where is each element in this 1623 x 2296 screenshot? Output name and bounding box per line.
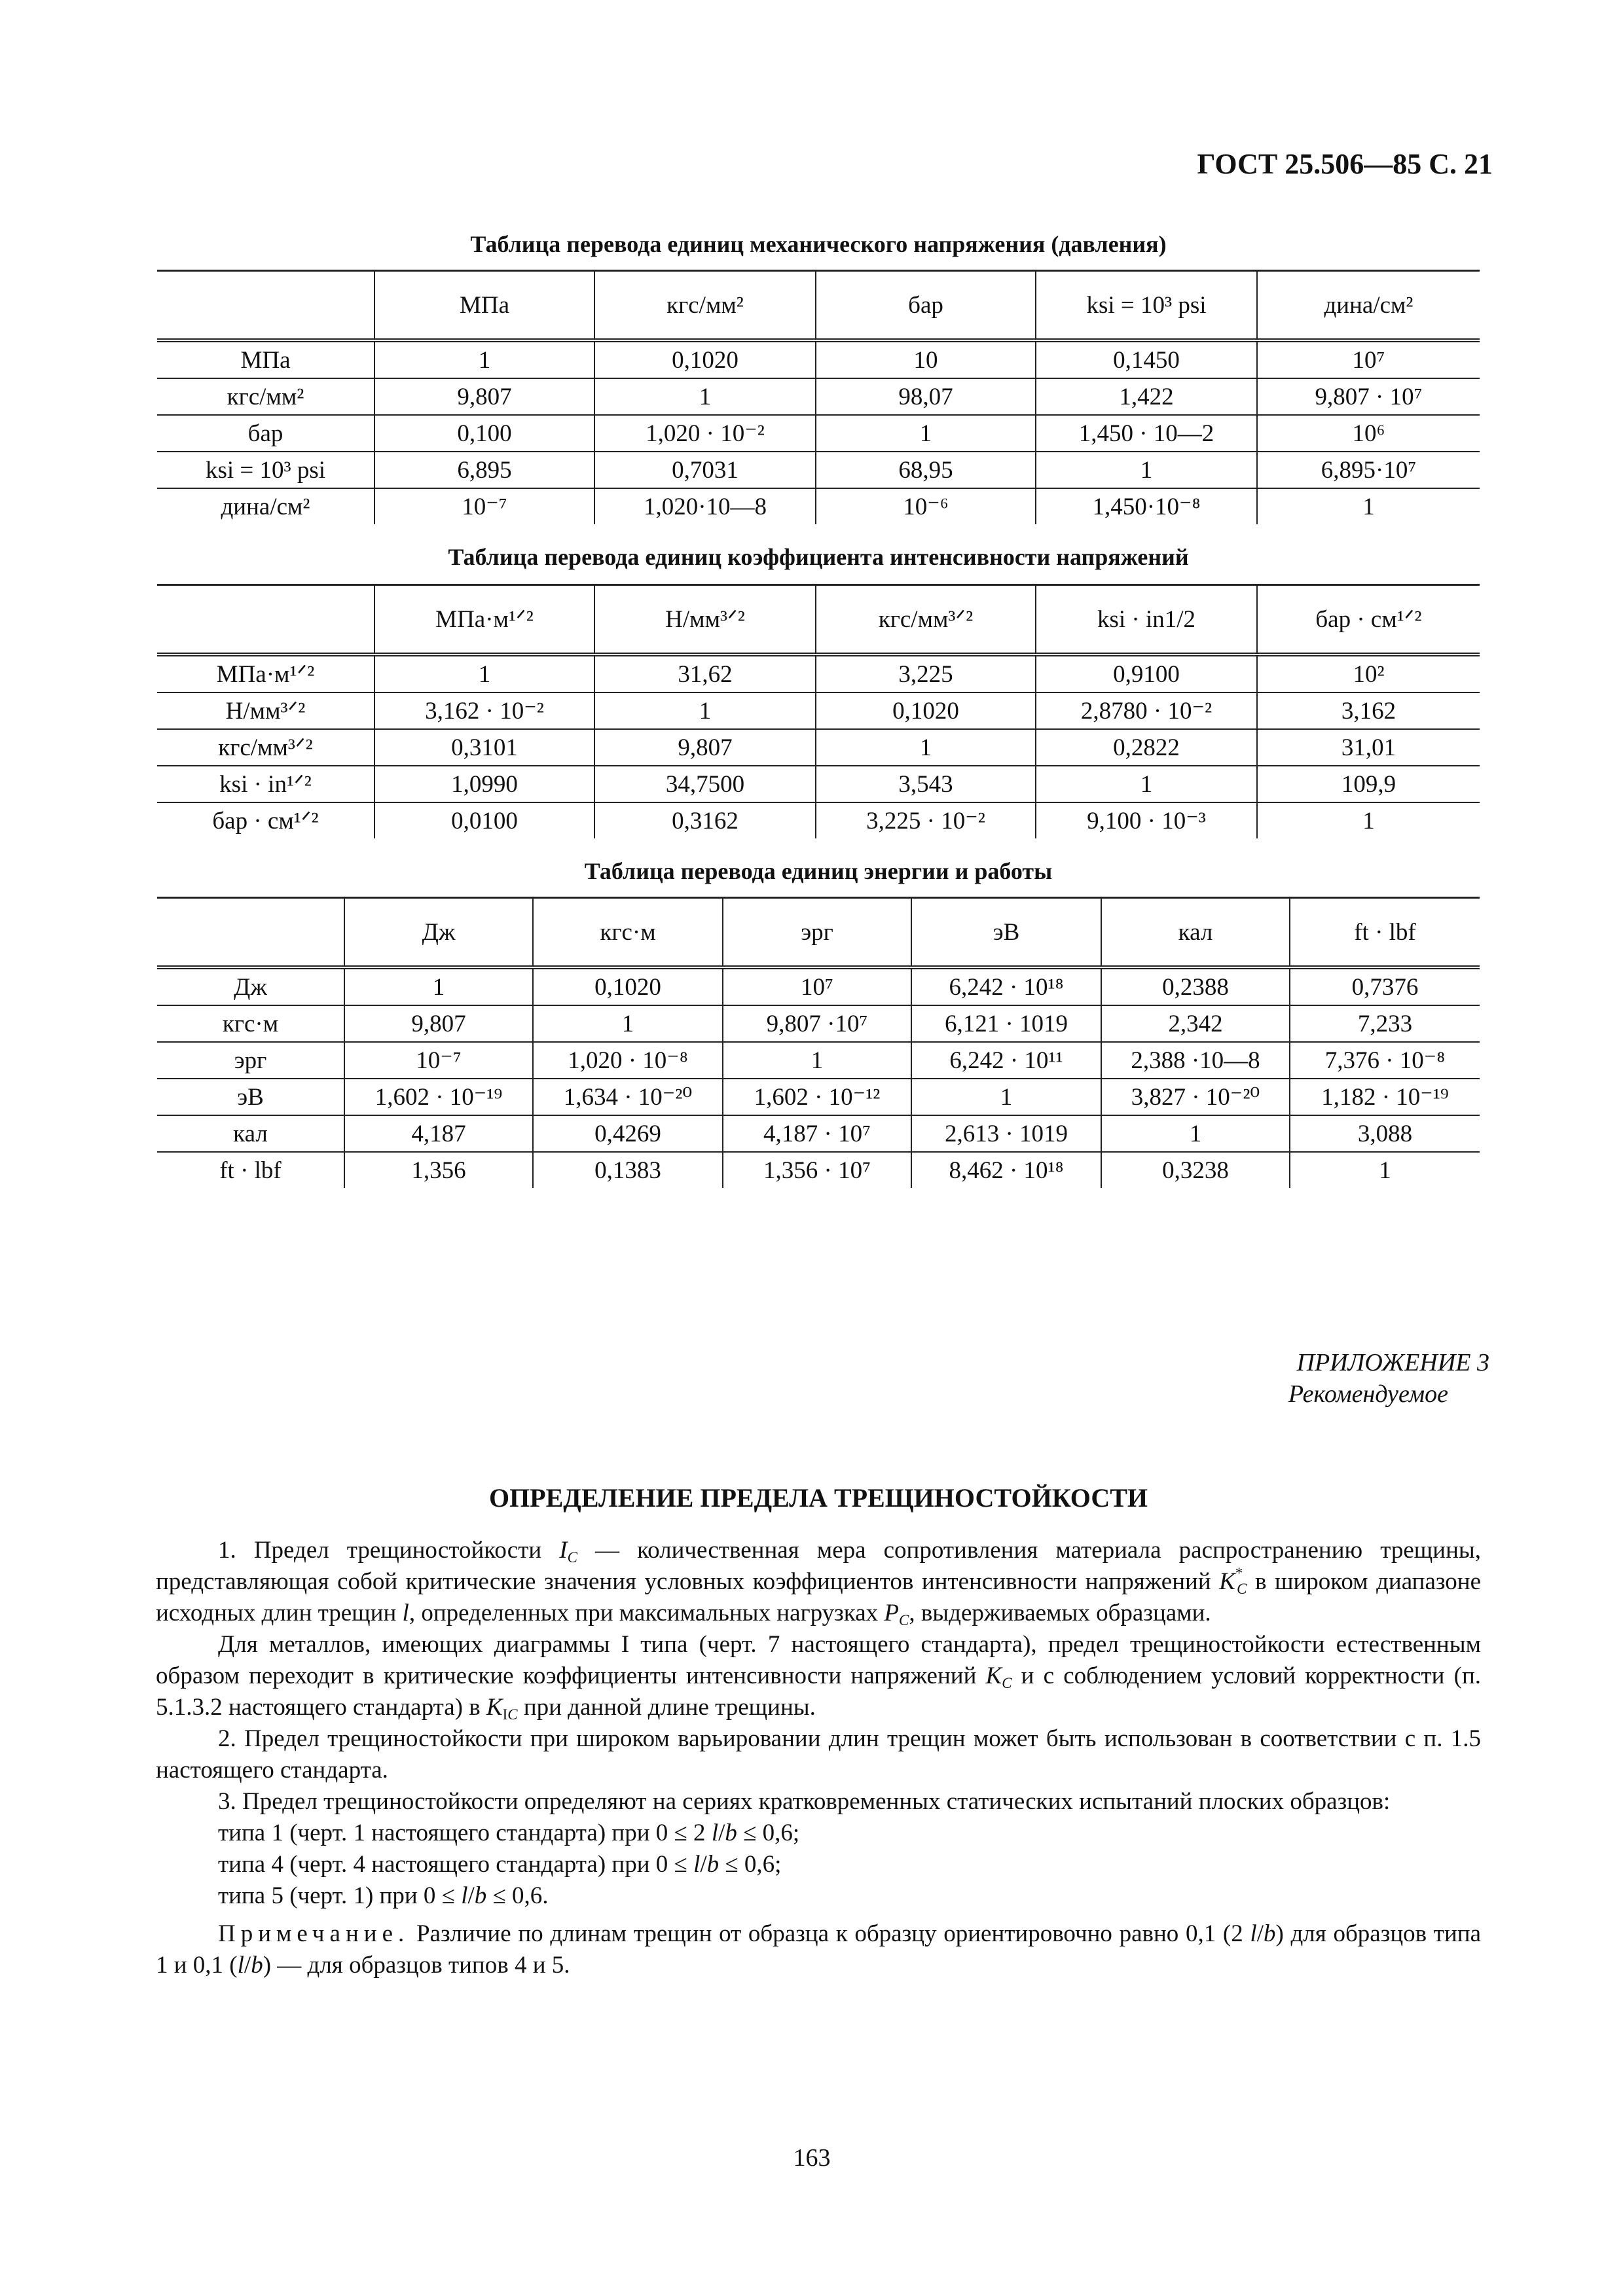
row-label: бар bbox=[157, 415, 374, 452]
row-label: МПа·м¹ᐟ² bbox=[157, 655, 374, 692]
table-cell: 0,7031 bbox=[594, 452, 816, 488]
table-cell: 3,827 · 10⁻²⁰ bbox=[1101, 1079, 1290, 1115]
table-cell: 1 bbox=[594, 692, 816, 729]
table-cell: 7,376 · 10⁻⁸ bbox=[1290, 1042, 1480, 1079]
table-cell: 1 bbox=[374, 340, 594, 378]
table-row bbox=[157, 655, 1480, 692]
table-cell: 1 bbox=[1101, 1115, 1290, 1152]
table-cell: 2,8780 · 10⁻² bbox=[1036, 692, 1257, 729]
header-cell: Н/мм³ᐟ² bbox=[594, 585, 816, 655]
table-cell: 9,807 bbox=[594, 729, 816, 766]
row-label: Дж bbox=[157, 967, 344, 1005]
header-cell: бар · см¹ᐟ² bbox=[1257, 585, 1480, 655]
table-cell: 1 bbox=[1036, 452, 1257, 488]
row-label: ksi · in¹ᐟ² bbox=[157, 766, 374, 802]
table-cell: 1,182 · 10⁻¹⁹ bbox=[1290, 1079, 1480, 1115]
table-cell: 2,388 ·10—8 bbox=[1101, 1042, 1290, 1079]
table-cell: 0,7376 bbox=[1290, 967, 1480, 1005]
table-cell: 0,3101 bbox=[374, 729, 594, 766]
table-header-row bbox=[157, 271, 1480, 341]
row-label: ksi = 10³ psi bbox=[157, 452, 374, 488]
header-cell-empty bbox=[157, 271, 374, 341]
table-cell: 10⁻⁷ bbox=[374, 488, 594, 524]
table1-caption: Таблица перевода единиц механического напряжения (давления) bbox=[470, 231, 1167, 257]
paragraph-4: 3. Предел трещиностойкости определяют на сериях кратковременных статических испытаний плоских образцов: bbox=[218, 1788, 1391, 1815]
list-item-type-5: типа 5 (черт. 1) при 0 ≤ l/b ≤ 0,6. bbox=[218, 1882, 549, 1909]
note-paragraph bbox=[156, 1918, 1481, 1981]
table-cell: 10⁷ bbox=[723, 967, 911, 1005]
table-cell: 4,187 · 10⁷ bbox=[723, 1115, 911, 1152]
header-cell: МПа·м¹ᐟ² bbox=[374, 585, 594, 655]
table-cell: 1 bbox=[1257, 802, 1480, 838]
table-energy-units bbox=[157, 897, 1480, 1188]
table-row bbox=[157, 378, 1480, 415]
table-cell: 1 bbox=[344, 967, 533, 1005]
appendix-status: Рекомендуемое bbox=[1288, 1380, 1448, 1408]
table-cell: 34,7500 bbox=[594, 766, 816, 802]
row-label: бар · см¹ᐟ² bbox=[212, 808, 319, 834]
table-cell: 6,242 · 10¹¹ bbox=[911, 1042, 1101, 1079]
header-cell: бар bbox=[816, 271, 1036, 341]
table-row bbox=[157, 452, 1480, 488]
table-header-row bbox=[157, 898, 1480, 968]
table-cell: 1 bbox=[594, 378, 816, 415]
table-cell: 0,1450 bbox=[1036, 340, 1257, 378]
table-cell: 1 bbox=[1036, 766, 1257, 802]
table-cell: 1,602 · 10⁻¹² bbox=[723, 1079, 911, 1115]
table-cell: 1,020 · 10⁻² bbox=[594, 415, 816, 452]
row-label: ft · lbf bbox=[219, 1157, 282, 1184]
table-cell: 0,1020 bbox=[816, 692, 1036, 729]
table-cell: 31,62 bbox=[594, 655, 816, 692]
table-cell: 8,462 · 10¹⁸ bbox=[911, 1152, 1101, 1188]
table-cell: 0,1020 bbox=[533, 967, 723, 1005]
table-cell: 3,162 · 10⁻² bbox=[374, 692, 594, 729]
header-cell-empty bbox=[157, 585, 374, 655]
table-cell: 10 bbox=[816, 340, 1036, 378]
list-item-type-4: типа 4 (черт. 4 настоящего стандарта) при 0 ≤ l/b ≤ 0,6; bbox=[218, 1851, 782, 1878]
table2-caption: Таблица перевода единиц коэффициента интенсивности напряжений bbox=[448, 544, 1189, 570]
table3-caption: Таблица перевода единиц энергии и работы bbox=[584, 858, 1053, 884]
table-cell: 0,2822 bbox=[1036, 729, 1257, 766]
paragraph-2: Для металлов, имеющих диаграммы I типа (черт. 7 настоящего стандарта), предел трещиностойкости естественным образом переходит в критические коэффициенты интенсивности напряжений $K_C$ и с соблюдением условий корректности (п. 5.1.3.2 настоящего стандарта) в $K_{IC}$ при данной длине трещины. bbox=[156, 1631, 1482, 1723]
table-row bbox=[157, 802, 1480, 838]
table-row bbox=[157, 1152, 1480, 1188]
header-cell: МПа bbox=[374, 271, 594, 341]
row-label: кал bbox=[157, 1115, 344, 1152]
table-cell: 31,01 bbox=[1257, 729, 1480, 766]
table-cell: 1,450 · 10—2 bbox=[1036, 415, 1257, 452]
table-row bbox=[157, 692, 1480, 729]
table-cell: 10⁷ bbox=[1257, 340, 1480, 378]
table-cell: 68,95 bbox=[816, 452, 1036, 488]
note-text: Различие по длинам трещин от образца к образцу ориентировочно равно 0,1 (2 l/b) для образцов типа 1 и 0,1 (l/b) — для образцов типов 4 и 5. bbox=[156, 1920, 1481, 1979]
table-cell: 1,356 bbox=[344, 1152, 533, 1188]
header-cell-empty bbox=[157, 898, 344, 968]
table-cell: 0,0100 bbox=[374, 802, 594, 838]
row-label: эрг bbox=[157, 1042, 344, 1079]
table-cell: 0,100 bbox=[374, 415, 594, 452]
table-cell: 2,613 · 1019 bbox=[911, 1115, 1101, 1152]
header-cell: ksi · in1/2 bbox=[1036, 585, 1257, 655]
table-cell: 109,9 bbox=[1257, 766, 1480, 802]
table-header-row bbox=[157, 585, 1480, 655]
table-row bbox=[157, 340, 1480, 378]
header-cell: эВ bbox=[911, 898, 1101, 968]
table-stress-units bbox=[157, 270, 1480, 524]
table-cell: 6,121 · 1019 bbox=[911, 1005, 1101, 1042]
table-stress-intensity-units bbox=[157, 584, 1480, 838]
table-cell: 1 bbox=[1257, 488, 1480, 524]
table-cell: 10⁶ bbox=[1257, 415, 1480, 452]
table-cell: 1,020 · 10⁻⁸ bbox=[533, 1042, 723, 1079]
table-cell: 1 bbox=[533, 1005, 723, 1042]
table-cell: 9,807 bbox=[374, 378, 594, 415]
table-cell: 0,9100 bbox=[1036, 655, 1257, 692]
table-cell: 6,242 · 10¹⁸ bbox=[911, 967, 1101, 1005]
header-cell: кгс/мм³ᐟ² bbox=[816, 585, 1036, 655]
table-row bbox=[157, 488, 1480, 524]
section-body bbox=[156, 1535, 1481, 1981]
table-cell: 6,895·10⁷ bbox=[1257, 452, 1480, 488]
header-cell: ksi = 10³ psi bbox=[1036, 271, 1257, 341]
table-row bbox=[157, 1115, 1480, 1152]
table-cell: 4,187 bbox=[344, 1115, 533, 1152]
row-label: кгс/мм² bbox=[157, 378, 374, 415]
table-cell: 9,807 bbox=[344, 1005, 533, 1042]
header-cell: эрг bbox=[723, 898, 911, 968]
row-label: эВ bbox=[157, 1079, 344, 1115]
paragraph-1: 1. Предел трещиностойкости $I_C$ — количественная мера сопротивления материала распространению трещины, представляющая собой критические значения условных коэффициентов интенсивности напряжений $K^*_C$ в широком диапазоне исходных длин трещин l, определенных при максимальных нагрузках $P_C$, выдерживаемых образцами. bbox=[156, 1537, 1482, 1628]
row-label: дина/см² bbox=[221, 493, 310, 520]
table-cell: 0,3238 bbox=[1101, 1152, 1290, 1188]
table-cell: 98,07 bbox=[816, 378, 1036, 415]
paragraph-3: 2. Предел трещиностойкости при широком варьировании длин трещин может быть использован в соответствии с п. 1.5 настоящего стандарта. bbox=[156, 1725, 1481, 1784]
row-label: кгс·м bbox=[157, 1005, 344, 1042]
table-cell: 1 bbox=[911, 1079, 1101, 1115]
page-header: ГОСТ 25.506—85 С. 21 bbox=[1197, 148, 1493, 180]
table-row bbox=[157, 729, 1480, 766]
table-cell: 2,342 bbox=[1101, 1005, 1290, 1042]
table-cell: 9,100 · 10⁻³ bbox=[1036, 802, 1257, 838]
appendix-label: ПРИЛОЖЕНИЕ 3 bbox=[1296, 1349, 1489, 1376]
table-cell: 1 bbox=[1290, 1152, 1480, 1188]
table-row bbox=[157, 1079, 1480, 1115]
table-cell: 1,356 · 10⁷ bbox=[723, 1152, 911, 1188]
header-cell: кал bbox=[1101, 898, 1290, 968]
header-cell: Дж bbox=[344, 898, 533, 968]
list-item-type-1: типа 1 (черт. 1 настоящего стандарта) при 0 ≤ 2 l/b ≤ 0,6; bbox=[218, 1820, 800, 1846]
table-row bbox=[157, 967, 1480, 1005]
table-cell: 0,3162 bbox=[594, 802, 816, 838]
header-cell: кгс·м bbox=[533, 898, 723, 968]
table-cell: 10⁻⁷ bbox=[344, 1042, 533, 1079]
table-cell: 1 bbox=[816, 415, 1036, 452]
table-cell: 1 bbox=[816, 729, 1036, 766]
section-title: ОПРЕДЕЛЕНИЕ ПРЕДЕЛА ТРЕЩИНОСТОЙКОСТИ bbox=[488, 1483, 1148, 1513]
row-label: кгс/мм³ᐟ² bbox=[157, 729, 374, 766]
header-cell: ft · lbf bbox=[1290, 898, 1480, 968]
table-cell: 3,543 bbox=[816, 766, 1036, 802]
table-cell: 1,020·10—8 bbox=[594, 488, 816, 524]
row-label: МПа bbox=[157, 340, 374, 378]
table-cell: 9,807 ·10⁷ bbox=[723, 1005, 911, 1042]
table-cell: 3,162 bbox=[1257, 692, 1480, 729]
table-cell: 1,450·10⁻⁸ bbox=[1036, 488, 1257, 524]
table-cell: 1 bbox=[374, 655, 594, 692]
row-label: Н/мм³ᐟ² bbox=[157, 692, 374, 729]
table-cell: 6,895 bbox=[374, 452, 594, 488]
table-row bbox=[157, 1005, 1480, 1042]
table-cell: 1 bbox=[723, 1042, 911, 1079]
table-cell: 1,602 · 10⁻¹⁹ bbox=[344, 1079, 533, 1115]
table-cell: 1,422 bbox=[1036, 378, 1257, 415]
table-cell: 0,4269 bbox=[533, 1115, 723, 1152]
table-row bbox=[157, 1042, 1480, 1079]
table-cell: 10⁻⁶ bbox=[816, 488, 1036, 524]
table-cell: 0,1383 bbox=[533, 1152, 723, 1188]
table-row bbox=[157, 766, 1480, 802]
table-cell: 10² bbox=[1257, 655, 1480, 692]
page-number: 163 bbox=[793, 2144, 831, 2172]
table-cell: 1,634 · 10⁻²⁰ bbox=[533, 1079, 723, 1115]
table-cell: 1,0990 bbox=[374, 766, 594, 802]
table-cell: 0,2388 bbox=[1101, 967, 1290, 1005]
table-cell: 3,225 · 10⁻² bbox=[816, 802, 1036, 838]
table-cell: 7,233 bbox=[1290, 1005, 1480, 1042]
table-cell: 3,088 bbox=[1290, 1115, 1480, 1152]
header-cell: кгс/мм² bbox=[594, 271, 816, 341]
table-row bbox=[157, 415, 1480, 452]
table-cell: 3,225 bbox=[816, 655, 1036, 692]
note-label: Примечание. bbox=[218, 1920, 410, 1947]
table-cell: 9,807 · 10⁷ bbox=[1257, 378, 1480, 415]
table-cell: 0,1020 bbox=[594, 340, 816, 378]
header-cell: дина/см² bbox=[1257, 271, 1480, 341]
